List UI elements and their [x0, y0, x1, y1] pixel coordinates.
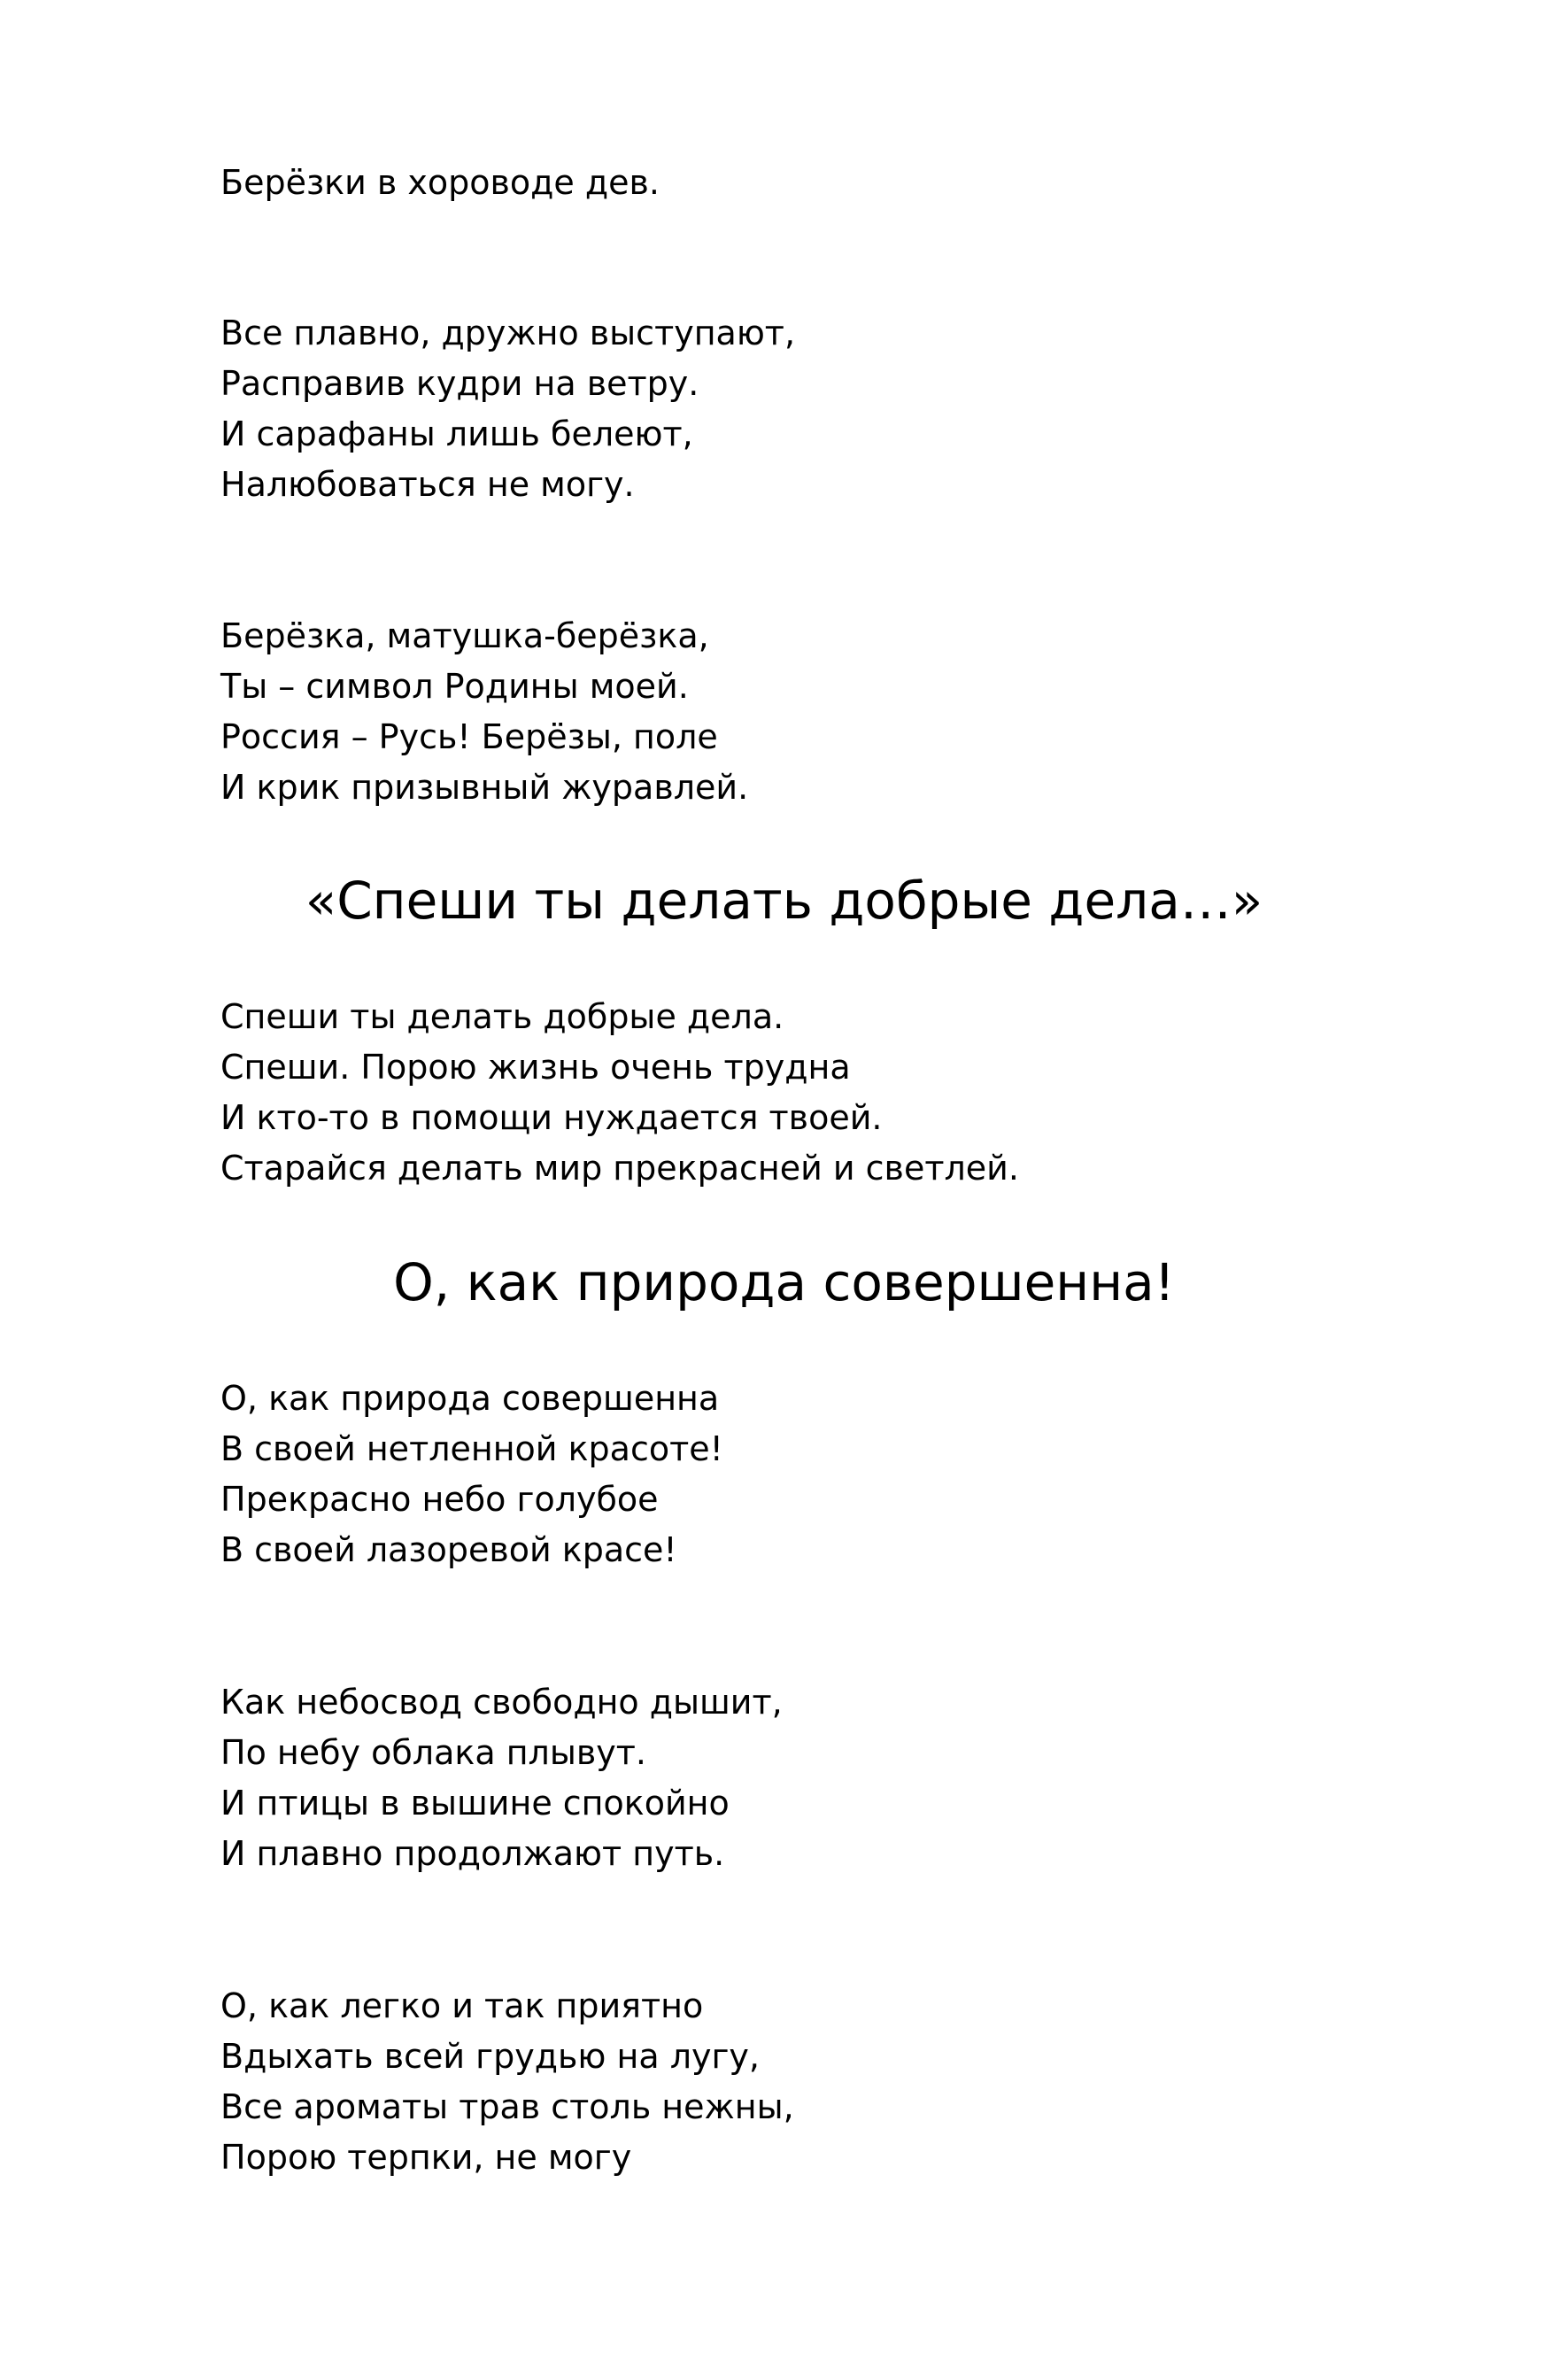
poem-title: О, как природа совершенна!	[393, 1252, 1175, 1312]
poem-line: Спеши ты делать добрые дела.	[220, 997, 784, 1036]
poem-line: Берёзки в хороводе дев.	[220, 163, 660, 202]
poem-line: И крик призывный журавлей.	[220, 768, 749, 807]
poem-line: Берёзка, матушка-берёзка,	[220, 616, 709, 655]
poem-line: В своей нетленной красоте!	[220, 1429, 723, 1468]
poem-line: Старайся делать мир прекрасней и светлей.	[220, 1149, 1019, 1188]
poem-line: В своей лазоревой красе!	[220, 1530, 677, 1569]
poem-line: Расправив кудри на ветру.	[220, 364, 699, 403]
poem-line: И кто-то в помощи нуждается твоей.	[220, 1098, 883, 1137]
poem-line: Как небосвод свободно дышит,	[220, 1683, 783, 1722]
poem-line: И сарафаны лишь белеют,	[220, 414, 693, 453]
poem-line: И птицы в вышине спокойно	[220, 1784, 730, 1823]
poem-line: О, как природа совершенна	[220, 1379, 720, 1418]
poem-line: Спеши. Порою жизнь очень трудна	[220, 1048, 851, 1087]
poem-line: Вдыхать всей грудью на лугу,	[220, 2037, 761, 2076]
poem-line: Все ароматы трав столь нежны,	[220, 2087, 794, 2126]
poem-line: Налюбоваться не могу.	[220, 465, 635, 504]
poem-line: Россия – Русь! Берёзы, поле	[220, 717, 718, 756]
poem-line: О, как легко и так приятно	[220, 1986, 704, 2025]
poem-line: Порою терпки, не могу	[220, 2138, 632, 2177]
poem-line: По небу облака плывут.	[220, 1733, 646, 1772]
poem-line: Прекрасно небо голубое	[220, 1480, 659, 1519]
poem-line: И плавно продолжают путь.	[220, 1834, 725, 1873]
poem-line: Ты – символ Родины моей.	[220, 667, 689, 706]
poem-line: Все плавно, дружно выступают,	[220, 313, 796, 352]
poem-title: «Спеши ты делать добрые дела…»	[305, 871, 1263, 931]
